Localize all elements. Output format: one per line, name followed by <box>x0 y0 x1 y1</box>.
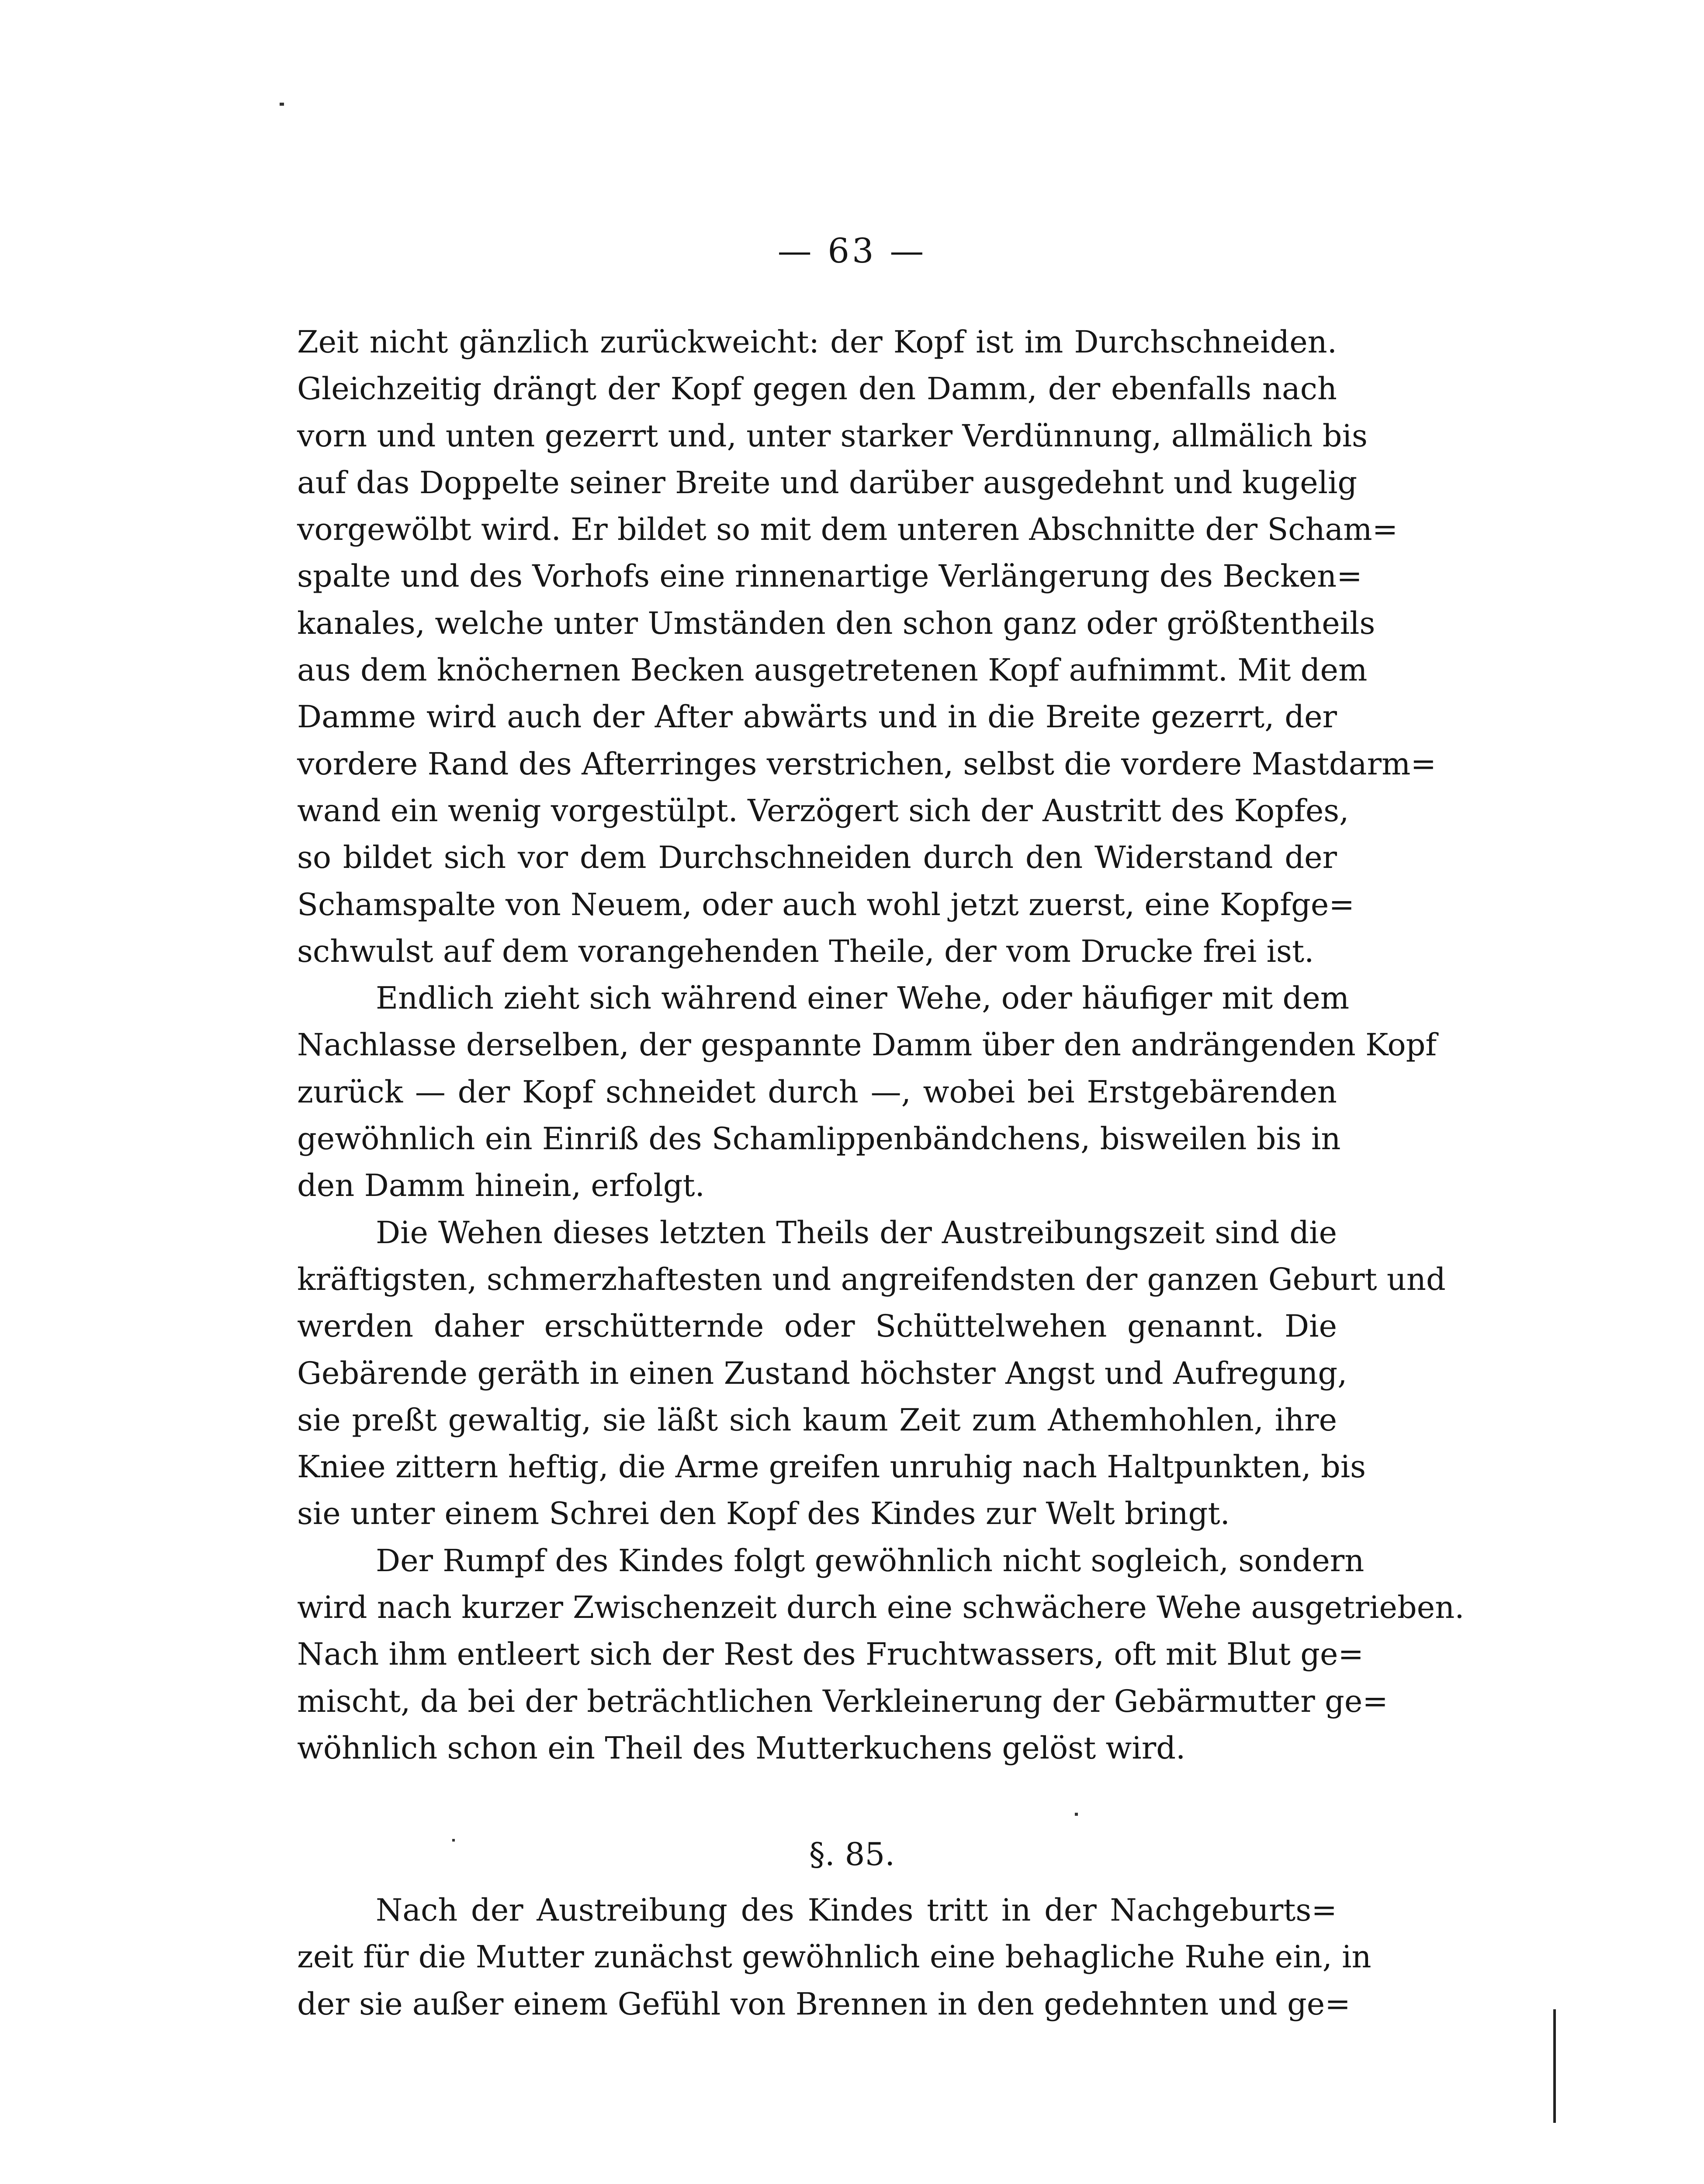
text-line: kanales, welche unter Umständen den schon ganz oder größtentheils <box>297 605 1375 641</box>
section-heading: §. 85. <box>809 1836 895 1873</box>
text-line: Damme wird auch der After abwärts und in die Breite gezerrt, der <box>297 699 1337 735</box>
text-line: so bildet sich vor dem Durchschneiden durch den Widerstand der <box>297 840 1337 876</box>
text-line: wand ein wenig vorgestülpt. Verzögert sich der Austritt des Kopfes, <box>297 792 1349 829</box>
text-block-upper <box>297 319 1465 1772</box>
text-line: Die Wehen dieses letzten Theils der Austreibungszeit sind die <box>376 1214 1337 1251</box>
text-line: gewöhnlich ein Einriß des Schamlippenbändchens, bisweilen bis in <box>297 1121 1341 1157</box>
scan-speck <box>1075 1813 1078 1816</box>
scan-speck <box>452 1839 455 1842</box>
text-line: Zeit nicht gänzlich zurückweicht: der Kopf ist im Durchschneiden. <box>297 324 1337 360</box>
text-line: werden daher erschütternde oder Schüttelwehen genannt. Die <box>297 1308 1337 1344</box>
text-line: der sie außer einem Gefühl von Brennen in den gedehnten und ge= <box>297 1986 1351 2022</box>
page-number: — 63 — <box>777 232 927 271</box>
text-line: mischt, da bei der beträchtlichen Verkleinerung der Gebärmutter ge= <box>297 1683 1388 1719</box>
text-line: sie unter einem Schrei den Kopf des Kindes zur Welt bringt. <box>297 1496 1230 1532</box>
margin-line <box>1553 2009 1556 2123</box>
text-line: vordere Rand des Afterringes verstrichen, selbst die vordere Mastdarm= <box>297 746 1437 782</box>
text-line: vorn und unten gezerrt und, unter starker Verdünnung, allmälich bis <box>297 418 1368 454</box>
text-line: kräftigsten, schmerzhaftesten und angreifendsten der ganzen Geburt und <box>297 1261 1446 1297</box>
text-line: wird nach kurzer Zwischenzeit durch eine schwächere Wehe ausgetrieben. <box>297 1590 1465 1626</box>
text-line: Nach ihm entleert sich der Rest des Fruchtwassers, oft mit Blut ge= <box>297 1636 1364 1673</box>
text-block-lower <box>297 1887 1372 2028</box>
text-line: aus dem knöchernen Becken ausgetretenen Kopf aufnimmt. Mit dem <box>297 652 1368 688</box>
text-line: Gebärende geräth in einen Zustand höchster Angst und Aufregung, <box>297 1355 1347 1391</box>
text-line: den Damm hinein, erfolgt. <box>297 1168 705 1204</box>
text-line: Endlich zieht sich während einer Wehe, oder häufiger mit dem <box>376 980 1350 1016</box>
text-line: Nach der Austreibung des Kindes tritt in der Nachgeburts= <box>376 1892 1337 1928</box>
text-line: Schamspalte von Neuem, oder auch wohl jetzt zuerst, eine Kopfge= <box>297 886 1354 923</box>
text-line: spalte und des Vorhofs eine rinnenartige Verlängerung des Becken= <box>297 558 1362 594</box>
text-line: zurück — der Kopf schneidet durch —, wobei bei Erstgebärenden <box>297 1074 1337 1110</box>
text-line: Gleichzeitig drängt der Kopf gegen den Damm, der ebenfalls nach <box>297 371 1337 407</box>
text-line: sie preßt gewaltig, sie läßt sich kaum Zeit zum Athemhohlen, ihre <box>297 1402 1337 1438</box>
text-line: zeit für die Mutter zunächst gewöhnlich eine behagliche Ruhe ein, in <box>297 1939 1372 1975</box>
text-line: Nachlasse derselben, der gespannte Damm über den andrängenden Kopf <box>297 1027 1437 1063</box>
text-line: wöhnlich schon ein Theil des Mutterkuchens gelöst wird. <box>297 1730 1186 1766</box>
text-line: auf das Doppelte seiner Breite und darüber ausgedehnt und kugelig <box>297 464 1358 501</box>
text-line: vorgewölbt wird. Er bildet so mit dem unteren Abschnitte der Scham= <box>297 511 1398 548</box>
scan-speck <box>280 103 284 106</box>
text-line: Der Rumpf des Kindes folgt gewöhnlich nicht sogleich, sondern <box>376 1542 1365 1579</box>
text-line: schwulst auf dem vorangehenden Theile, der vom Drucke frei ist. <box>297 933 1314 969</box>
text-line: Kniee zittern heftig, die Arme greifen unruhig nach Haltpunkten, bis <box>297 1449 1366 1485</box>
